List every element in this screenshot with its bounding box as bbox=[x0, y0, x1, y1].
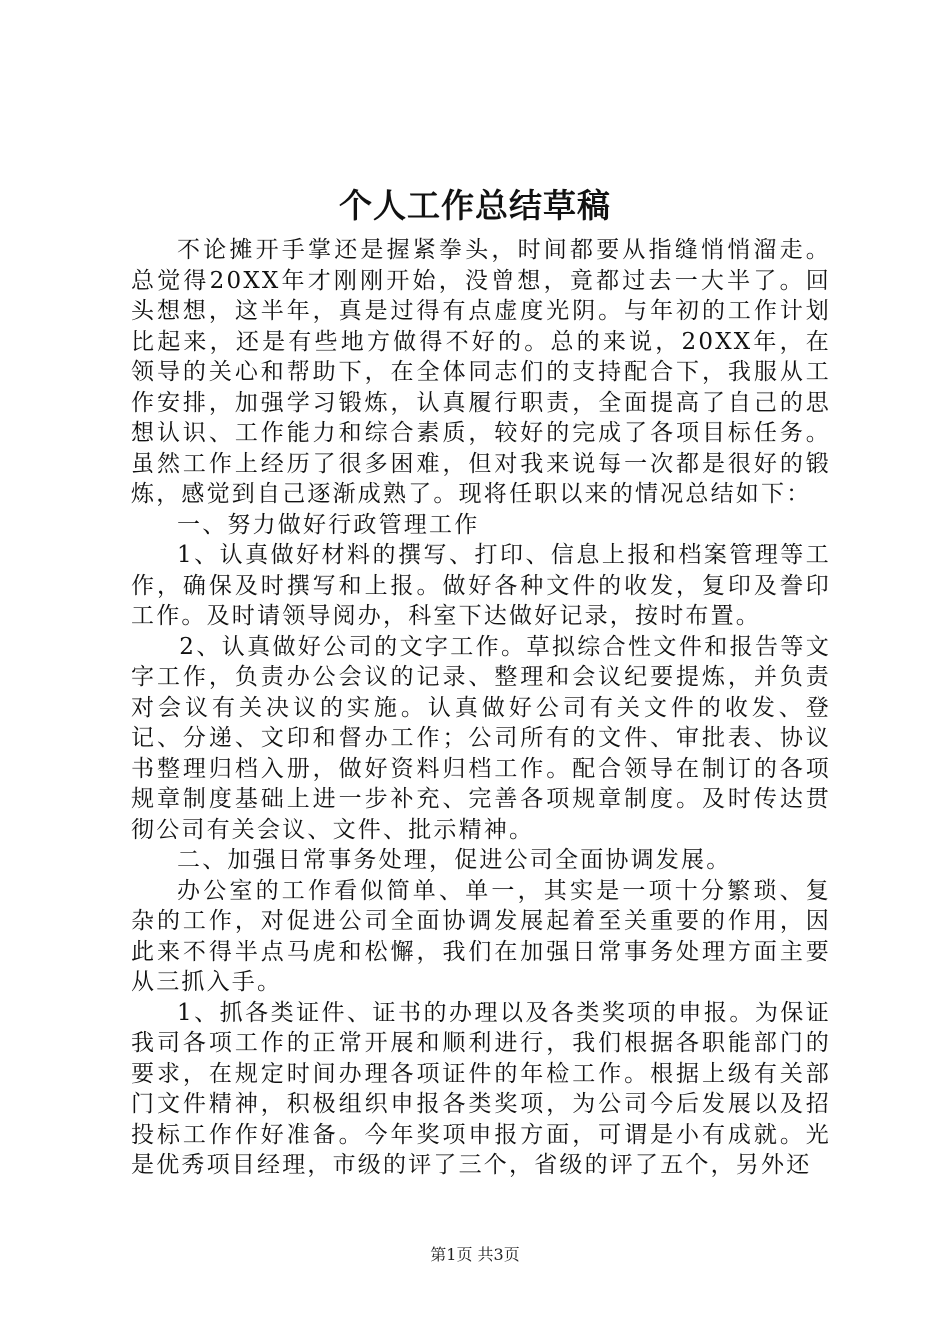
page-footer: 第1页 共3页 bbox=[430, 1245, 520, 1264]
section-heading-1: 一、努力做好行政管理工作 bbox=[177, 511, 480, 538]
section-heading-2: 二、加强日常事务处理，促进公司全面协调发展。 bbox=[177, 847, 732, 873]
document-title: 个人工作总结草稿 bbox=[339, 186, 611, 225]
paragraph-item-1-2: 2、认真做好公司的文字工作。草拟综合性文件和报告等文字工作，负责办公会议的记录、整理和会议纪要提炼，并负责对会议有关决议的实施。认真做好公司有关文件的收发、登记、分递、文印和督办工作；公司所有的文件、审批表、协议书整理归档入册，做好资料归档工作。配合领导在制订的各项规章制度基础上进一步补充、完善各项规章制度。及时传达贯彻公司有关会议、文件、批示精神。 bbox=[131, 633, 831, 843]
document-body bbox=[131, 235, 831, 1181]
paragraph-intro: 不论摊开手掌还是握紧拳头，时间都要从指缝悄悄溜走。总觉得20XX年才刚刚开始，没曾想，竟都过去一大半了。回头想想，这半年，真是过得有点虚度光阴。与年初的工作计划比起来，还是有些地方做得不好的。总的来说，20XX年，在领导的关心和帮助下，在全体同志们的支持配合下，我服从工作安排，加强学习锻炼，认真履行职责，全面提高了自己的思想认识、工作能力和综合素质，较好的完成了各项目标任务。虽然工作上经历了很多困难，但对我来说每一次都是很好的锻炼，感觉到自己逐渐成熟了。现将任职以来的情况总结如下： bbox=[131, 237, 831, 507]
paragraph-section-2-intro: 办公室的工作看似简单、单一，其实是一项十分繁琐、复杂的工作，对促进公司全面协调发展起着至关重要的作用，因此来不得半点马虎和松懈，我们在加强日常事务处理方面主要从三抓入手。 bbox=[131, 877, 831, 995]
paragraph-item-2-1: 1、抓各类证件、证书的办理以及各类奖项的申报。为保证我司各项工作的正常开展和顺利进行，我们根据各职能部门的要求，在规定时间办理各项证件的年检工作。根据上级有关部门文件精神，积极组织申报各类奖项，为公司今后发展以及招投标工作作好准备。今年奖项申报方面，可谓是小有成就。光是优秀项目经理，市级的评了三个，省级的评了五个，另外还 bbox=[131, 999, 831, 1178]
paragraph-item-1-1: 1、认真做好材料的撰写、打印、信息上报和档案管理等工作，确保及时撰写和上报。做好各种文件的收发，复印及誊印工作。及时请领导阅办，科室下达做好记录，按时布置。 bbox=[131, 542, 831, 629]
